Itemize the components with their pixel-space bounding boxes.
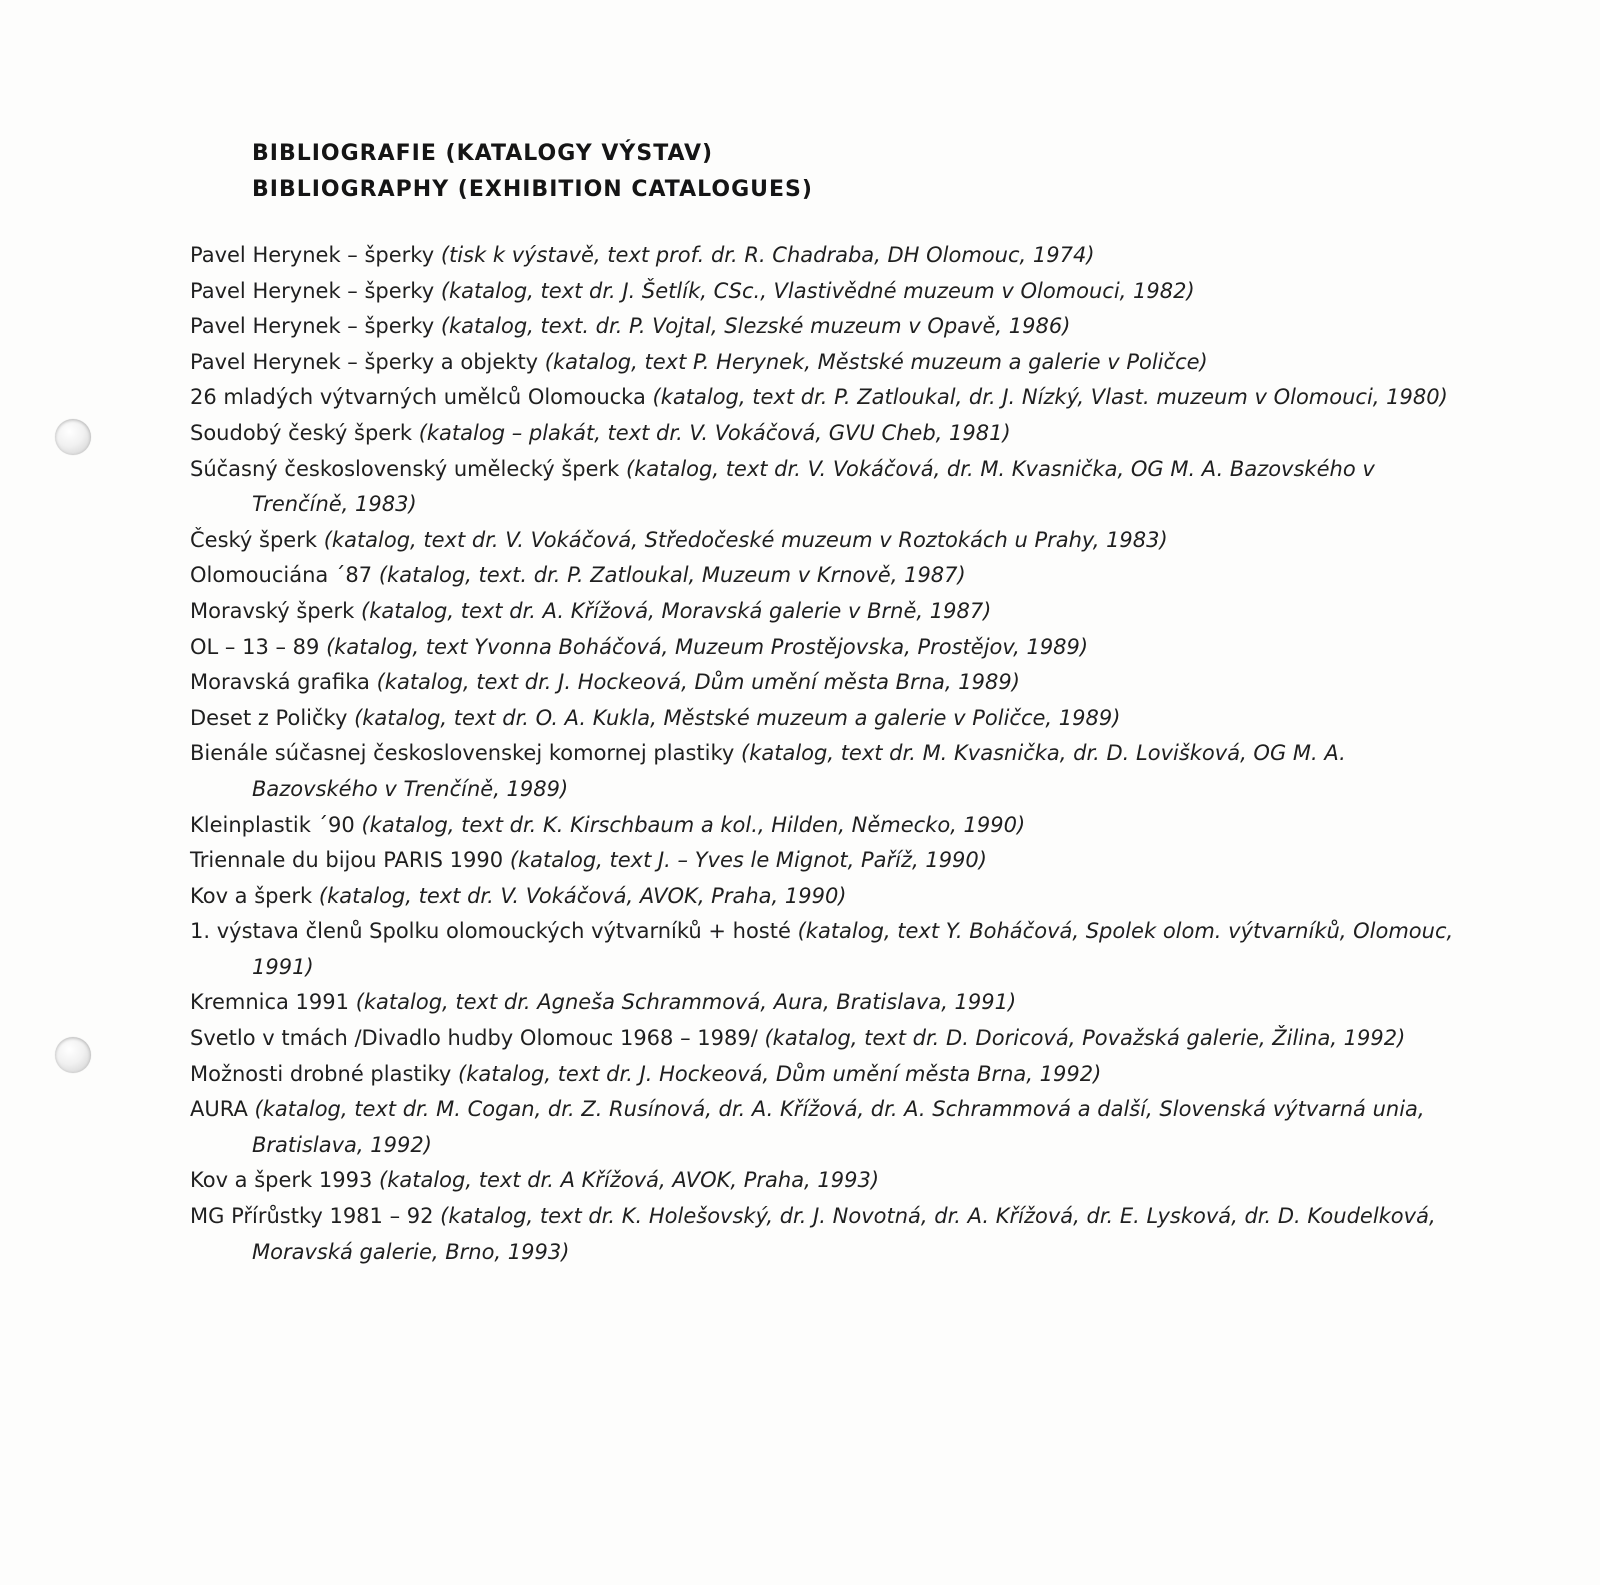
list-item bbox=[190, 452, 1466, 523]
entry-title: Moravská grafika bbox=[190, 670, 370, 695]
entry-title: Pavel Herynek – šperky bbox=[190, 314, 435, 339]
entry-title: Kov a šperk 1993 bbox=[190, 1168, 373, 1193]
list-item bbox=[190, 238, 1466, 274]
list-item bbox=[190, 1021, 1466, 1057]
list-item bbox=[190, 274, 1466, 310]
list-item bbox=[190, 309, 1466, 345]
heading-english: BIBLIOGRAPHY (EXHIBITION CATALOGUES) bbox=[252, 177, 813, 202]
entry-note: (katalog, text dr. J. Šetlík, CSc., Vlastivědné muzeum v Olomouci, 1982) bbox=[440, 278, 1195, 303]
list-item bbox=[190, 665, 1466, 701]
entry-title: Kremnica 1991 bbox=[190, 990, 349, 1015]
list-item bbox=[190, 736, 1466, 807]
entry-note: (katalog, text Y. Boháčová, Spolek olom. výtvarníků, Olomouc, 1991) bbox=[252, 919, 1454, 979]
bibliography-list bbox=[190, 238, 1466, 1270]
list-item bbox=[190, 1199, 1466, 1270]
entry-title: Kov a šperk bbox=[190, 883, 313, 908]
heading-czech: BIBLIOGRAFIE (KATALOGY VÝSTAV) bbox=[252, 141, 714, 166]
entry-title: Pavel Herynek – šperky bbox=[190, 278, 435, 303]
entry-title: Pavel Herynek – šperky bbox=[190, 243, 435, 267]
entry-title: Súčasný československý umělecký šperk bbox=[190, 456, 620, 481]
list-item bbox=[190, 558, 1466, 594]
entry-note: (katalog, text dr. J. Hockeová, Dům umění města Brna, 1989) bbox=[376, 670, 1020, 695]
entry-note: (katalog, text dr. V. Vokáčová, dr. M. Kvasnička, OG M. A. Bazovského v Trenčíně, 1983) bbox=[252, 456, 1375, 517]
entry-note: (katalog, text dr. V. Vokáčová, Středočeské muzeum v Roztokách u Prahy, 1983) bbox=[323, 527, 1168, 552]
list-item bbox=[190, 630, 1466, 666]
entry-title: Bienále súčasnej československej komornej plastiky bbox=[190, 741, 735, 766]
list-item bbox=[190, 594, 1466, 630]
entry-title: 1. výstava členů Spolku olomouckých výtvarníků + hosté bbox=[190, 919, 791, 944]
entry-note: (katalog, text dr. J. Hockeová, Dům umění města Brna, 1992) bbox=[458, 1061, 1102, 1086]
entry-title: Svetlo v tmách /Divadlo hudby Olomouc 1968 – 1989/ bbox=[190, 1026, 758, 1051]
list-item bbox=[190, 380, 1466, 416]
list-item bbox=[190, 985, 1466, 1021]
entry-note: (katalog, text dr. M. Cogan, dr. Z. Rusínová, dr. A. Křížová, dr. A. Schrammová a další, Slovenská výtvarná unia, Bratislava, 1992) bbox=[252, 1097, 1425, 1157]
entry-note: (katalog, text P. Herynek, Městské muzeum a galerie v Poličce) bbox=[544, 349, 1208, 374]
entry-title: Olomouciána ´87 bbox=[190, 563, 373, 588]
entry-note: (katalog, text dr. M. Kvasnička, dr. D. Lovišková, OG M. A. Bazovského v Trenčíně, 1989) bbox=[252, 741, 1346, 801]
entry-note: (katalog, text dr. K. Holešovský, dr. J. Novotná, dr. A. Křížová, dr. E. Lysková, dr. D. Koudelková, Moravská galerie, Brno, 1993) bbox=[252, 1204, 1436, 1264]
entry-note: (katalog, text dr. P. Zatloukal, dr. J. Nízký, Vlast. muzeum v Olomouci, 1980) bbox=[652, 385, 1448, 410]
entry-title: MG Přírůstky 1981 – 92 bbox=[190, 1204, 434, 1229]
list-item bbox=[190, 843, 1466, 879]
list-item bbox=[190, 808, 1466, 844]
entry-note: (tisk k výstavě, text prof. dr. R. Chadraba, DH Olomouc, 1974) bbox=[440, 243, 1095, 267]
list-item bbox=[190, 1092, 1466, 1163]
entry-note: (katalog, text dr. K. Kirschbaum a kol., Hilden, Německo, 1990) bbox=[361, 812, 1026, 837]
page-heading bbox=[252, 136, 813, 208]
entry-note: (katalog, text dr. A. Křížová, Moravská galerie v Brně, 1987) bbox=[361, 598, 992, 623]
list-item bbox=[190, 416, 1466, 452]
entry-title: Deset z Poličky bbox=[190, 705, 348, 730]
list-item bbox=[190, 914, 1466, 985]
entry-note: (katalog, text dr. V. Vokáčová, AVOK, Praha, 1990) bbox=[318, 883, 847, 908]
entry-note: (katalog, text dr. A Křížová, AVOK, Praha, 1993) bbox=[379, 1168, 880, 1193]
entry-title: Kleinplastik ´90 bbox=[190, 812, 355, 837]
entry-title: OL – 13 – 89 bbox=[190, 634, 320, 659]
entry-note: (katalog – plakát, text dr. V. Vokáčová, GVU Cheb, 1981) bbox=[418, 420, 1011, 445]
entry-title: AURA bbox=[190, 1097, 248, 1122]
list-item bbox=[190, 523, 1466, 559]
entry-note: (katalog, text Yvonna Boháčová, Muzeum Prostějovska, Prostějov, 1989) bbox=[326, 634, 1089, 659]
entry-note: (katalog, text. dr. P. Zatloukal, Muzeum v Krnově, 1987) bbox=[378, 563, 966, 588]
entry-note: (katalog, text. dr. P. Vojtal, Slezské muzeum v Opavě, 1986) bbox=[440, 314, 1071, 339]
entry-title: Triennale du bijou PARIS 1990 bbox=[190, 848, 504, 873]
list-item bbox=[190, 1163, 1466, 1199]
entry-title: Možnosti drobné plastiky bbox=[190, 1061, 452, 1086]
list-item bbox=[190, 1057, 1466, 1093]
list-item bbox=[190, 345, 1466, 381]
punch-hole-top bbox=[55, 419, 91, 455]
entry-title: 26 mladých výtvarných umělců Olomoucka bbox=[190, 385, 646, 410]
entry-title: Moravský šperk bbox=[190, 598, 355, 623]
entry-title: Pavel Herynek – šperky a objekty bbox=[190, 349, 539, 374]
entry-title: Soudobý český šperk bbox=[190, 420, 413, 445]
entry-note: (katalog, text dr. Agneša Schrammová, Aura, Bratislava, 1991) bbox=[355, 990, 1017, 1015]
entry-title: Český šperk bbox=[190, 527, 318, 552]
list-item bbox=[190, 879, 1466, 915]
entry-note: (katalog, text dr. O. A. Kukla, Městské muzeum a galerie v Poličce, 1989) bbox=[354, 705, 1121, 730]
entry-note: (katalog, text dr. D. Doricová, Považská galerie, Žilina, 1992) bbox=[764, 1026, 1406, 1051]
entry-note: (katalog, text J. – Yves le Mignot, Paříž, 1990) bbox=[509, 848, 987, 873]
list-item bbox=[190, 701, 1466, 737]
punch-hole-bottom bbox=[55, 1037, 91, 1073]
